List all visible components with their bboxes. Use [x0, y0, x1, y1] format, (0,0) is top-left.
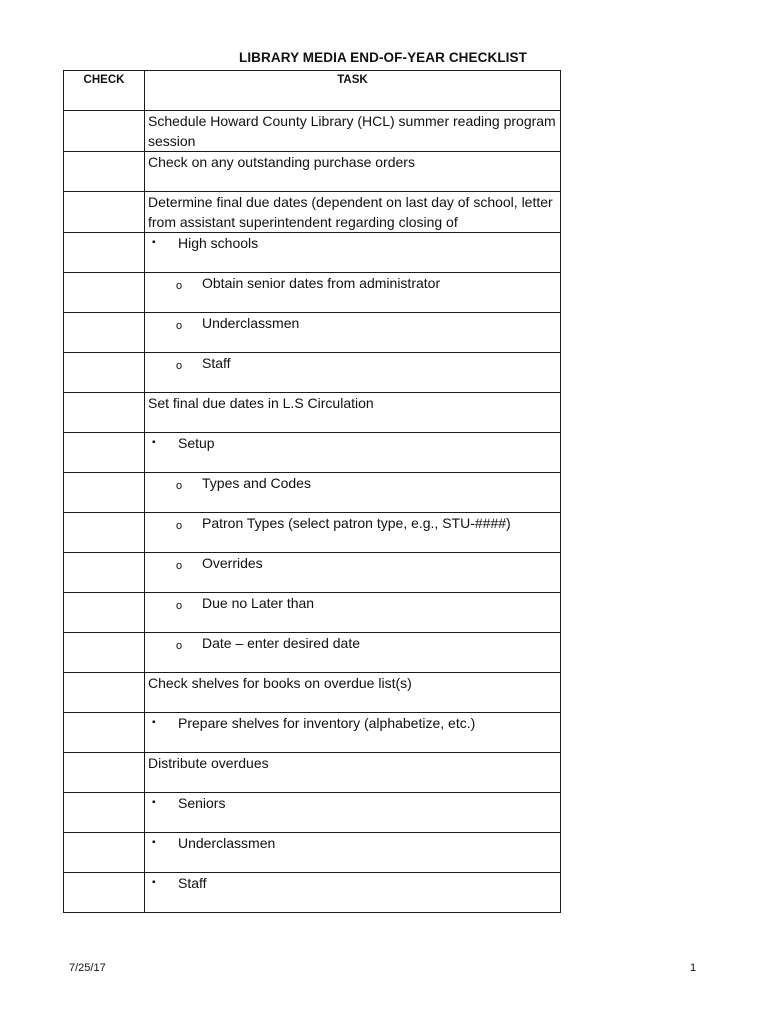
check-cell[interactable]	[64, 633, 145, 673]
task-cell	[145, 513, 561, 553]
task-text: Patron Types (select patron type, e.g., STU-####)	[202, 515, 511, 531]
task-cell	[145, 233, 561, 273]
task-text: Setup	[178, 435, 215, 451]
task-cell	[145, 593, 561, 633]
square-bullet-icon: ▪	[152, 877, 156, 888]
table-row	[64, 753, 561, 793]
check-cell[interactable]	[64, 713, 145, 753]
task-text: Underclassmen	[202, 315, 300, 331]
task-cell	[145, 393, 561, 433]
task-text: High schools	[178, 235, 259, 251]
task-text: Due no Later than	[202, 595, 315, 611]
table-row	[64, 393, 561, 433]
task-text: Obtain senior dates from administrator	[202, 275, 441, 291]
task-cell	[145, 673, 561, 713]
check-cell[interactable]	[64, 433, 145, 473]
task-cell	[145, 433, 561, 473]
task-cell	[145, 553, 561, 593]
task-text: Schedule Howard County Library (HCL) summer reading program session	[148, 113, 556, 149]
check-cell[interactable]	[64, 393, 145, 433]
check-cell[interactable]	[64, 673, 145, 713]
task-cell	[145, 313, 561, 353]
task-cell	[145, 111, 561, 152]
task-text: Distribute overdues	[148, 755, 269, 771]
square-bullet-icon: ▪	[152, 437, 156, 448]
check-cell[interactable]	[64, 793, 145, 833]
table-row	[64, 433, 561, 473]
task-cell	[145, 873, 561, 913]
check-cell[interactable]	[64, 313, 145, 353]
table-row	[64, 673, 561, 713]
table-row	[64, 313, 561, 353]
circle-bullet-icon: o	[176, 600, 183, 612]
check-cell[interactable]	[64, 353, 145, 393]
task-cell	[145, 793, 561, 833]
task-cell	[145, 833, 561, 873]
table-row	[64, 873, 561, 913]
task-text: Prepare shelves for inventory (alphabetize, etc.)	[178, 715, 476, 731]
task-column-header: TASK	[145, 71, 561, 111]
circle-bullet-icon: o	[176, 280, 183, 292]
table-row	[64, 713, 561, 753]
task-text: Check shelves for books on overdue list(s)	[148, 675, 412, 691]
check-cell[interactable]	[64, 593, 145, 633]
document-title: LIBRARY MEDIA END-OF-YEAR CHECKLIST	[238, 50, 527, 65]
check-cell[interactable]	[64, 513, 145, 553]
table-row	[64, 633, 561, 673]
task-text: Date – enter desired date	[202, 635, 360, 651]
table-row	[64, 553, 561, 593]
square-bullet-icon: ▪	[152, 717, 156, 728]
circle-bullet-icon: o	[176, 320, 183, 332]
table-row	[64, 793, 561, 833]
check-cell[interactable]	[64, 233, 145, 273]
footer-date: 7/25/17	[69, 962, 106, 974]
circle-bullet-icon: o	[176, 560, 183, 572]
circle-bullet-icon: o	[176, 360, 183, 372]
check-cell[interactable]	[64, 553, 145, 593]
task-text: Overrides	[202, 555, 263, 571]
task-cell	[145, 152, 561, 192]
checklist-table	[63, 70, 561, 913]
square-bullet-icon: ▪	[152, 797, 156, 808]
table-row	[64, 233, 561, 273]
task-text: Determine final due dates (dependent on last day of school, letter from assistant superintendent regarding closing of	[148, 194, 553, 230]
task-text: Seniors	[178, 795, 226, 811]
table-row	[64, 473, 561, 513]
task-text: Staff	[202, 355, 231, 371]
check-cell[interactable]	[64, 473, 145, 513]
task-cell	[145, 353, 561, 393]
page-number: 1	[690, 962, 697, 974]
check-cell[interactable]	[64, 192, 145, 233]
circle-bullet-icon: o	[176, 520, 183, 532]
table-row	[64, 513, 561, 553]
circle-bullet-icon: o	[176, 480, 183, 492]
task-text: Underclassmen	[178, 835, 276, 851]
check-cell[interactable]	[64, 873, 145, 913]
square-bullet-icon: ▪	[152, 837, 156, 848]
task-text: Set final due dates in L.S Circulation	[148, 395, 374, 411]
table-row	[64, 192, 561, 233]
task-cell	[145, 192, 561, 233]
task-text: Check on any outstanding purchase orders	[148, 154, 415, 170]
check-cell[interactable]	[64, 152, 145, 192]
check-cell[interactable]	[64, 753, 145, 793]
table-header-row	[64, 71, 561, 111]
task-cell	[145, 753, 561, 793]
circle-bullet-icon: o	[176, 640, 183, 652]
table-row	[64, 593, 561, 633]
table-row	[64, 111, 561, 152]
table-row	[64, 152, 561, 192]
check-cell[interactable]	[64, 833, 145, 873]
table-row	[64, 353, 561, 393]
table-row	[64, 833, 561, 873]
check-column-header: CHECK	[64, 71, 145, 111]
square-bullet-icon: ▪	[152, 237, 156, 248]
task-cell	[145, 473, 561, 513]
task-cell	[145, 713, 561, 753]
table-row	[64, 273, 561, 313]
task-cell	[145, 633, 561, 673]
task-text: Types and Codes	[202, 475, 311, 491]
check-cell[interactable]	[64, 111, 145, 152]
task-cell	[145, 273, 561, 313]
task-text: Staff	[178, 875, 207, 891]
check-cell[interactable]	[64, 273, 145, 313]
